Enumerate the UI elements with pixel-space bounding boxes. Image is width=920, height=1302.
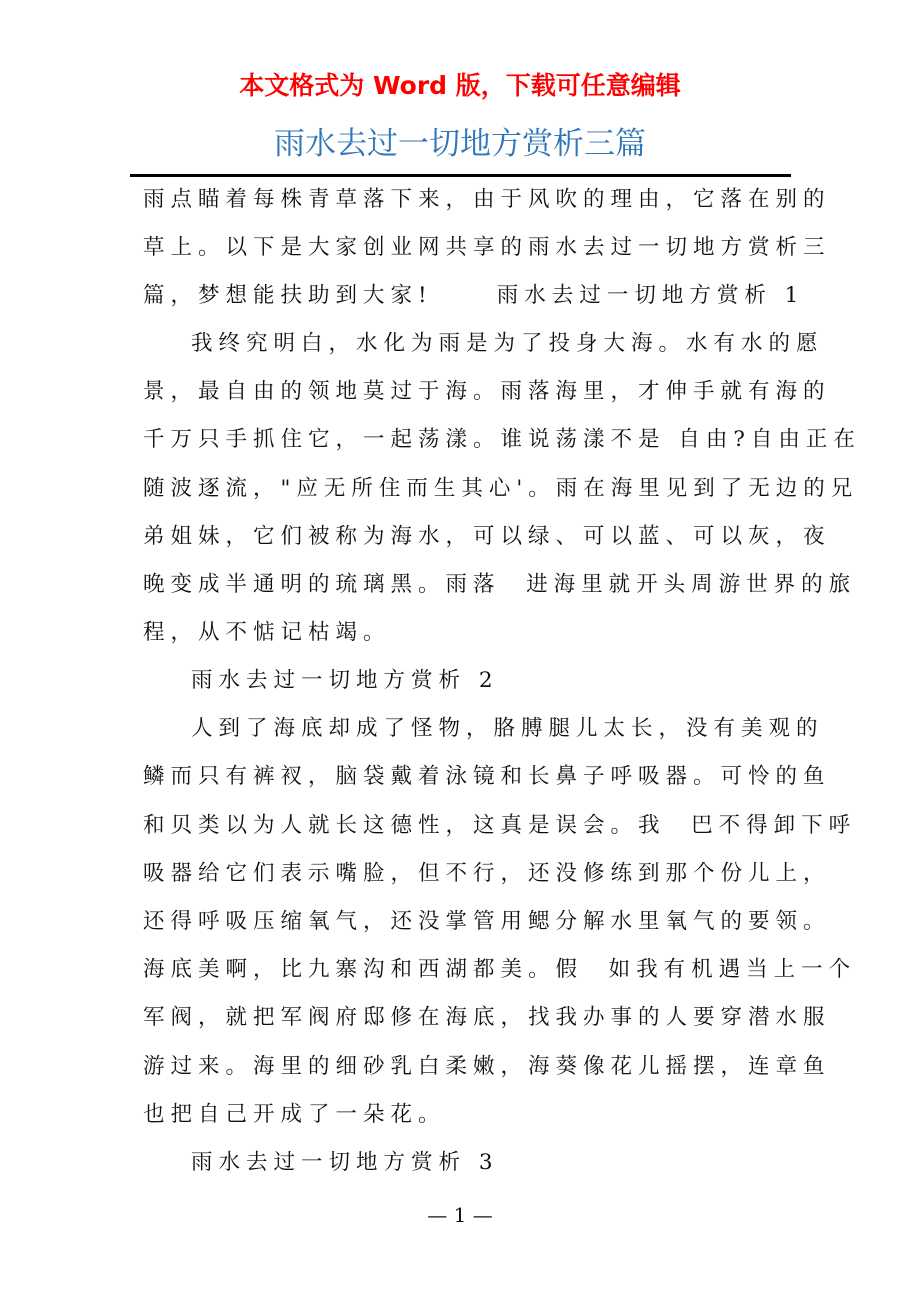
body-line: 雨点瞄着每株青草落下来，由于风吹的理由，它落在别的 bbox=[143, 187, 831, 212]
body-line: 我终究明白，水化为雨是为了投身大海。水有水的愿 bbox=[191, 331, 824, 356]
document-title: 雨水去过一切地方赏析三篇 bbox=[274, 126, 646, 162]
body-line: 和贝类以为人就长这德性，这真是误会。我 巴不得卸下呼 bbox=[143, 813, 857, 838]
body-line: 鳞而只有裤衩，脑袋戴着泳镜和长鼻子呼吸器。可怜的鱼 bbox=[143, 764, 831, 789]
page-number: — 1 — bbox=[427, 1203, 493, 1227]
section-heading: 雨水去过一切地方赏析 3 bbox=[191, 1150, 499, 1175]
body-line: 游过来。海里的细砂乳白柔嫩，海葵像花儿摇摆，连章鱼 bbox=[143, 1054, 831, 1079]
body-line: 也把自己开成了一朵花。 bbox=[143, 1102, 446, 1127]
body-line: 程，从不惦记枯竭。 bbox=[143, 620, 391, 645]
body-line: 海底美啊，比九寨沟和西湖都美。假 如我有机遇当上一个 bbox=[143, 957, 857, 982]
body-line: 还得呼吸压缩氧气，还没掌管用鳃分解水里氧气的要领。 bbox=[143, 909, 831, 934]
body-line: 景，最自由的领地莫过于海。雨落海里，才伸手就有海的 bbox=[143, 379, 831, 404]
body-line: 弟姐妹，它们被称为海水，可以绿、可以蓝、可以灰，夜 bbox=[143, 524, 831, 549]
download-notice-banner: 本文格式为 Word 版，下载可任意编辑 bbox=[239, 71, 681, 100]
body-line: 草上。以下是大家创业网共享的雨水去过一切地方赏析三 bbox=[143, 235, 831, 260]
body-line: 军阀，就把军阀府邸修在海底，找我办事的人要穿潜水服 bbox=[143, 1005, 831, 1030]
section-heading: 雨水去过一切地方赏析 2 bbox=[191, 668, 499, 693]
body-line: 人到了海底却成了怪物，胳膊腿儿太长，没有美观的 bbox=[191, 716, 824, 741]
body-line: 篇，梦想能扶助到大家! 雨水去过一切地方赏析 1 bbox=[143, 283, 805, 308]
title-divider bbox=[130, 174, 791, 177]
body-line: 吸器给它们表示嘴脸，但不行，还没修练到那个份儿上， bbox=[143, 861, 831, 886]
body-line: 千万只手抓住它，一起荡漾。谁说荡漾不是 自由?自由正在 bbox=[143, 427, 861, 452]
body-line: 晚变成半通明的琉璃黑。雨落 进海里就开头周游世界的旅 bbox=[143, 572, 857, 597]
body-line: 随波逐流，"应无所住而生其心'。雨在海里见到了无边的兄 bbox=[143, 476, 859, 501]
